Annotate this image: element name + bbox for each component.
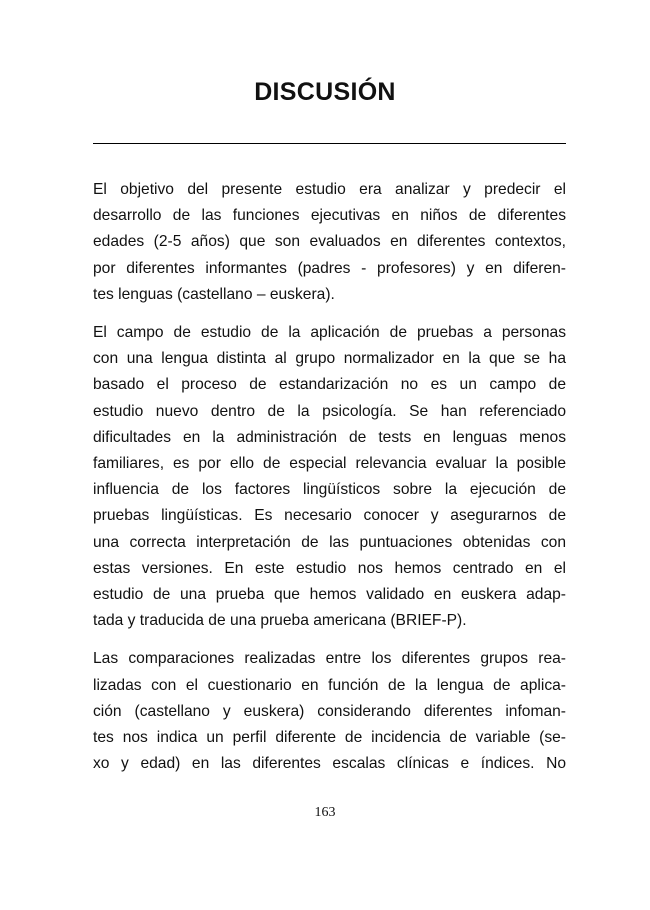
section-heading: DISCUSIÓN — [254, 78, 396, 106]
text-line: xo y edad) en las diferentes escalas clínicas e índices. No — [93, 755, 566, 773]
text-line: desarrollo de las funciones ejecutivas en niños de diferentes — [93, 207, 566, 225]
text-line: tes lenguas (castellano – euskera). — [93, 285, 335, 303]
text-line: estas versiones. En este estudio nos hemos centrado en el — [93, 559, 566, 577]
text-line: El campo de estudio de la aplicación de pruebas a personas — [93, 324, 566, 342]
body-text — [93, 177, 566, 789]
paragraph — [93, 177, 566, 308]
text-line: familiares, es por ello de especial relevancia evaluar la posible — [93, 455, 566, 473]
heading-divider — [93, 143, 566, 144]
text-line: influencia de los factores lingüísticos sobre la ejecución de — [93, 481, 566, 499]
text-line: estudio de una prueba que hemos validado en euskera adap- — [93, 586, 566, 604]
paragraph — [93, 320, 566, 634]
text-line: ción (castellano y euskera) considerando diferentes infoman- — [93, 702, 566, 720]
text-line: con una lengua distinta al grupo normalizador en la que se ha — [93, 350, 566, 368]
text-line: por diferentes informantes (padres - profesores) y en diferen- — [93, 259, 566, 277]
text-line: edades (2-5 años) que son evaluados en diferentes contextos, — [93, 233, 566, 251]
text-line: basado el proceso de estandarización no es un campo de — [93, 376, 566, 394]
text-line: estudio nuevo dentro de la psicología. Se han referenciado — [93, 402, 566, 420]
text-line: pruebas lingüísticas. Es necesario conocer y asegurarnos de — [93, 507, 566, 525]
text-line: Las comparaciones realizadas entre los diferentes grupos rea- — [93, 650, 566, 668]
text-line: El objetivo del presente estudio era analizar y predecir el — [93, 181, 566, 198]
text-line: dificultades en la administración de tests en lenguas menos — [93, 428, 566, 446]
paragraph — [93, 646, 566, 777]
text-line: tada y traducida de una prueba americana (BRIEF-P). — [93, 612, 467, 630]
text-line: una correcta interpretación de las puntuaciones obtenidas con — [93, 533, 566, 551]
text-line: lizadas con el cuestionario en función de la lengua de aplica- — [93, 676, 566, 694]
text-line: tes nos indica un perfil diferente de incidencia de variable (se- — [93, 729, 566, 747]
page-number: 163 — [314, 805, 336, 820]
